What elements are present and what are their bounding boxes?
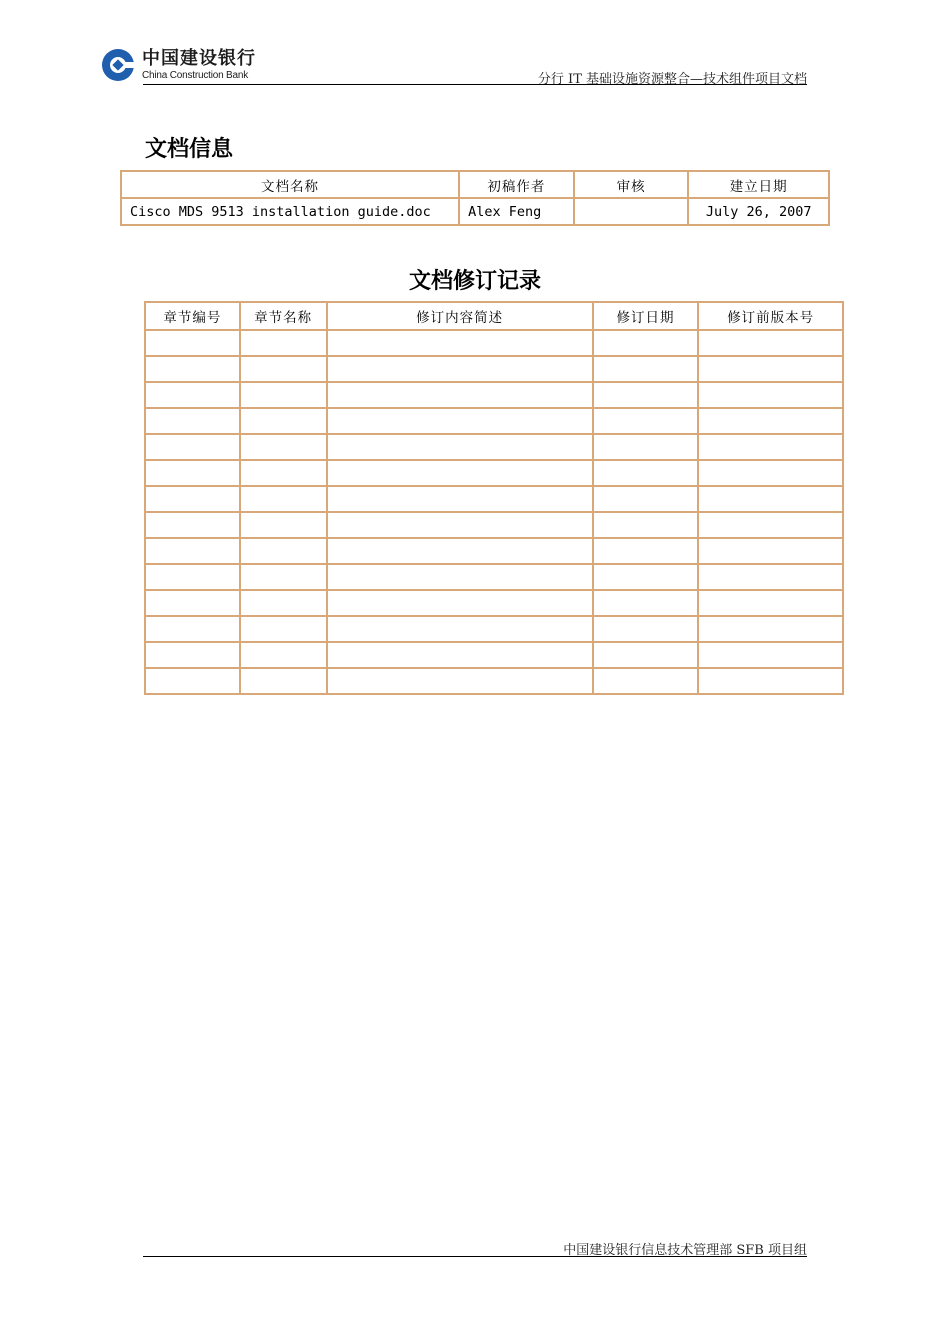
table-cell — [698, 564, 843, 590]
table-row — [145, 564, 843, 590]
table-cell — [240, 486, 327, 512]
table-cell — [240, 382, 327, 408]
table-cell — [327, 330, 593, 356]
table-cell — [698, 356, 843, 382]
table-cell — [593, 486, 699, 512]
table-cell — [327, 460, 593, 486]
table-cell — [240, 356, 327, 382]
table-row — [145, 486, 843, 512]
table-cell — [593, 512, 699, 538]
column-header: 修订内容简述 — [327, 302, 593, 330]
table-row — [145, 590, 843, 616]
table-row — [145, 408, 843, 434]
table-cell — [698, 668, 843, 694]
revision-table — [144, 301, 844, 695]
table-cell — [698, 538, 843, 564]
column-header: 修订日期 — [593, 302, 699, 330]
table-cell — [698, 616, 843, 642]
table-cell — [145, 616, 240, 642]
table-cell — [593, 460, 699, 486]
table-cell — [145, 668, 240, 694]
table-row — [145, 434, 843, 460]
table-row — [145, 668, 843, 694]
table-cell — [240, 668, 327, 694]
table-cell — [327, 590, 593, 616]
table-cell — [240, 512, 327, 538]
table-cell — [593, 356, 699, 382]
doc-info-heading: 文档信息 — [145, 137, 234, 162]
created-date-cell: July 26, 2007 — [688, 198, 829, 225]
table-cell — [593, 642, 699, 668]
table-cell — [145, 512, 240, 538]
column-header: 建立日期 — [688, 171, 829, 198]
table-cell — [593, 408, 699, 434]
table-cell — [240, 408, 327, 434]
table-cell — [698, 512, 843, 538]
logo-en-text: China Construction Bank — [142, 69, 249, 81]
table-cell — [145, 590, 240, 616]
doc-info-row — [121, 198, 829, 225]
table-cell — [240, 642, 327, 668]
table-cell — [145, 642, 240, 668]
revision-heading: 文档修订记录 — [408, 269, 541, 294]
table-cell — [327, 564, 593, 590]
column-header: 文档名称 — [121, 171, 459, 198]
table-cell — [327, 408, 593, 434]
table-cell — [240, 434, 327, 460]
table-row — [145, 356, 843, 382]
footer-text: 中国建设银行信息技术管理部 SFB 项目组 — [563, 1243, 807, 1258]
table-cell — [145, 408, 240, 434]
table-cell — [145, 486, 240, 512]
table-cell — [327, 616, 593, 642]
column-header: 修订前版本号 — [698, 302, 843, 330]
table-row — [145, 538, 843, 564]
reviewer-cell — [574, 198, 689, 225]
revision-header-row — [145, 302, 843, 330]
table-cell — [698, 408, 843, 434]
table-cell — [145, 434, 240, 460]
table-cell — [327, 642, 593, 668]
table-cell — [593, 382, 699, 408]
table-cell — [327, 512, 593, 538]
table-cell — [327, 486, 593, 512]
table-cell — [240, 460, 327, 486]
table-row — [145, 642, 843, 668]
table-cell — [145, 382, 240, 408]
table-row — [145, 382, 843, 408]
table-cell — [593, 590, 699, 616]
table-cell — [240, 564, 327, 590]
doc-info-header-row — [121, 171, 829, 198]
table-cell — [698, 590, 843, 616]
column-header: 审核 — [574, 171, 689, 198]
author-cell: Alex Feng — [459, 198, 574, 225]
table-cell — [327, 434, 593, 460]
footer-divider — [143, 1256, 807, 1257]
table-cell — [593, 330, 699, 356]
table-cell — [698, 434, 843, 460]
table-cell — [593, 538, 699, 564]
table-row — [145, 460, 843, 486]
table-row — [145, 616, 843, 642]
header-divider — [143, 84, 807, 85]
table-cell — [698, 382, 843, 408]
table-cell — [240, 590, 327, 616]
table-cell — [240, 616, 327, 642]
table-cell — [593, 564, 699, 590]
table-cell — [240, 330, 327, 356]
table-cell — [145, 330, 240, 356]
table-cell — [327, 382, 593, 408]
table-cell — [145, 538, 240, 564]
doc-info-table — [120, 170, 830, 226]
table-cell — [698, 486, 843, 512]
ccb-logo-icon — [101, 48, 135, 82]
table-cell — [593, 668, 699, 694]
revision-rows — [145, 330, 843, 694]
table-cell — [593, 616, 699, 642]
logo-cn-text: 中国建设银行 — [142, 47, 256, 69]
document-name-cell: Cisco MDS 9513 installation guide.doc — [121, 198, 459, 225]
column-header: 初稿作者 — [459, 171, 574, 198]
table-cell — [698, 460, 843, 486]
table-cell — [240, 538, 327, 564]
document-header-title: 分行 IT 基础设施资源整合—技术组件项目文档 — [537, 72, 807, 87]
table-cell — [145, 564, 240, 590]
column-header: 章节编号 — [145, 302, 240, 330]
table-cell — [327, 668, 593, 694]
table-cell — [593, 434, 699, 460]
table-cell — [327, 356, 593, 382]
table-cell — [327, 538, 593, 564]
table-cell — [145, 460, 240, 486]
bank-logo — [101, 48, 256, 82]
table-cell — [698, 330, 843, 356]
table-cell — [145, 356, 240, 382]
column-header: 章节名称 — [240, 302, 327, 330]
table-row — [145, 330, 843, 356]
table-row — [145, 512, 843, 538]
table-cell — [698, 642, 843, 668]
